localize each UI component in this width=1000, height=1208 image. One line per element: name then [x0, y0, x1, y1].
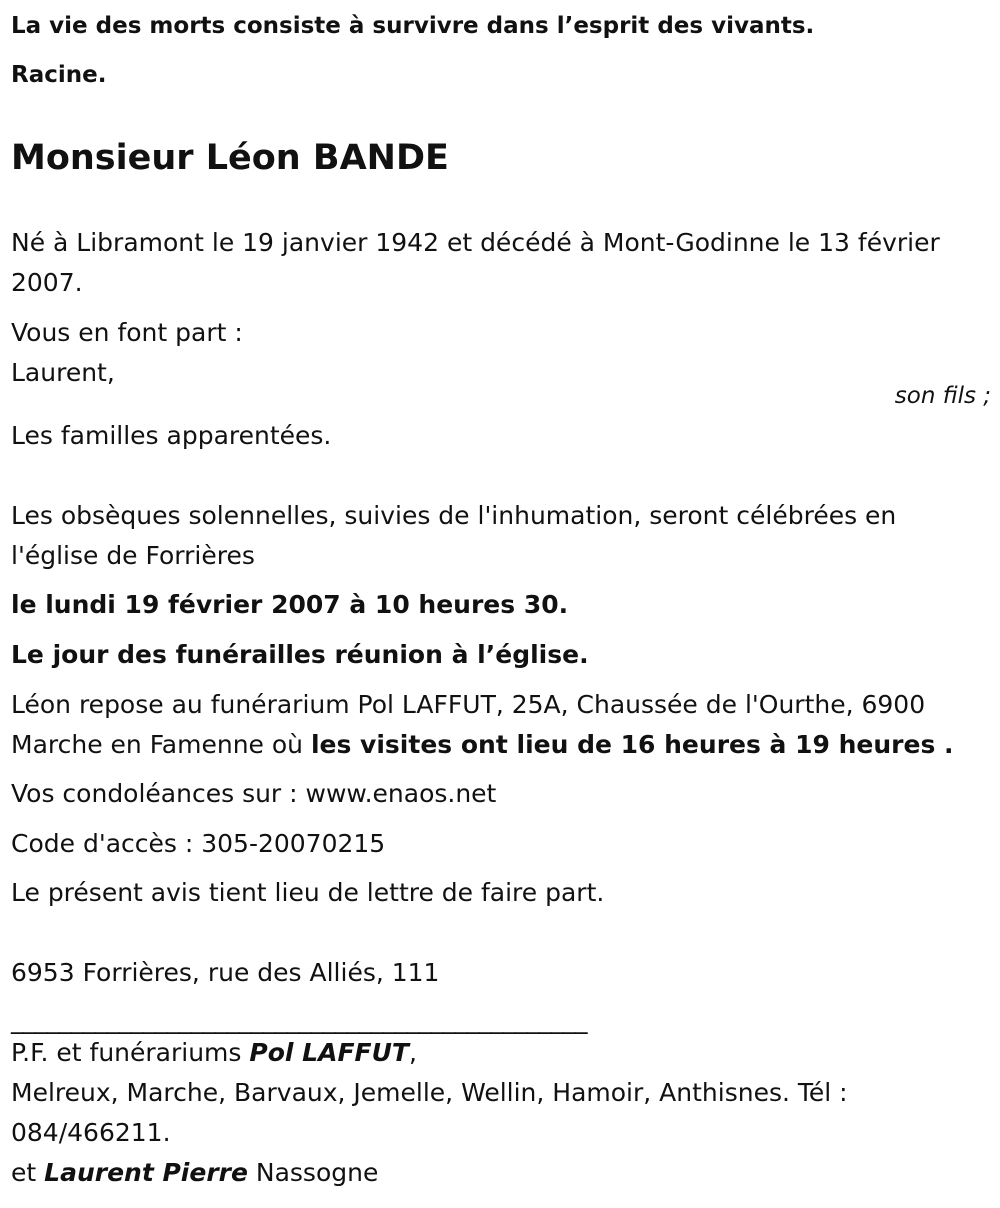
footer-line1-prefix: P.F. et funérariums — [11, 1038, 250, 1067]
family-intro: Vous en font part : — [11, 318, 243, 347]
family-others: Les familles apparentées. — [11, 421, 332, 450]
funeral-director-name: Laurent Pierre — [44, 1158, 248, 1187]
rest-line2-prefix: Marche en Famenne où — [11, 730, 311, 759]
family-member-relation: son fils ; — [894, 383, 991, 409]
footer-line2: Melreux, Marche, Barvaux, Jemelle, Wellin, Hamoir, Anthisnes. Tél : — [11, 1078, 848, 1107]
funeral-meeting: Le jour des funérailles réunion à l’église. — [11, 640, 589, 669]
page-title: Monsieur Léon BANDE — [11, 138, 449, 178]
quote-author: Racine. — [11, 62, 107, 88]
rest-line1: Léon repose au funérarium Pol LAFFUT, 25A, Chaussée de l'Ourthe, 6900 — [11, 690, 926, 719]
funeral-home-name: Pol LAFFUT — [249, 1038, 409, 1067]
family-member-name: Laurent, — [11, 358, 115, 387]
access-code-line: Code d'accès : 305-20070215 — [11, 829, 386, 858]
funeral-date: le lundi 19 février 2007 à 10 heures 30. — [11, 590, 569, 619]
birth-death-line2: 2007. — [11, 268, 83, 297]
footer-line1 — [11, 1033, 417, 1073]
notice-line: Le présent avis tient lieu de lettre de faire part. — [11, 878, 605, 907]
condolences-line: Vos condoléances sur : www.enaos.net — [11, 779, 497, 808]
rest-line2 — [11, 725, 954, 765]
visit-hours: les visites ont lieu de 16 heures à 19 heures . — [310, 730, 954, 759]
funeral-line2: l'église de Forrières — [11, 541, 255, 570]
footer-line4-suffix: Nassogne — [247, 1158, 379, 1187]
quote-text: La vie des morts consiste à survivre dans l’esprit des vivants. — [11, 13, 815, 39]
footer-line4-prefix: et — [11, 1158, 45, 1187]
footer-line1-suffix: , — [408, 1038, 417, 1067]
birth-death-line1: Né à Libramont le 19 janvier 1942 et décédé à Mont-Godinne le 13 février — [11, 228, 940, 257]
funeral-line1: Les obsèques solennelles, suivies de l'inhumation, seront célébrées en — [11, 501, 897, 530]
separator-line: ________________________________________________ — [11, 1005, 587, 1034]
address-line: 6953 Forrières, rue des Alliés, 111 — [11, 958, 440, 987]
footer-line3: 084/466211. — [11, 1118, 171, 1147]
footer-line4 — [11, 1153, 378, 1193]
